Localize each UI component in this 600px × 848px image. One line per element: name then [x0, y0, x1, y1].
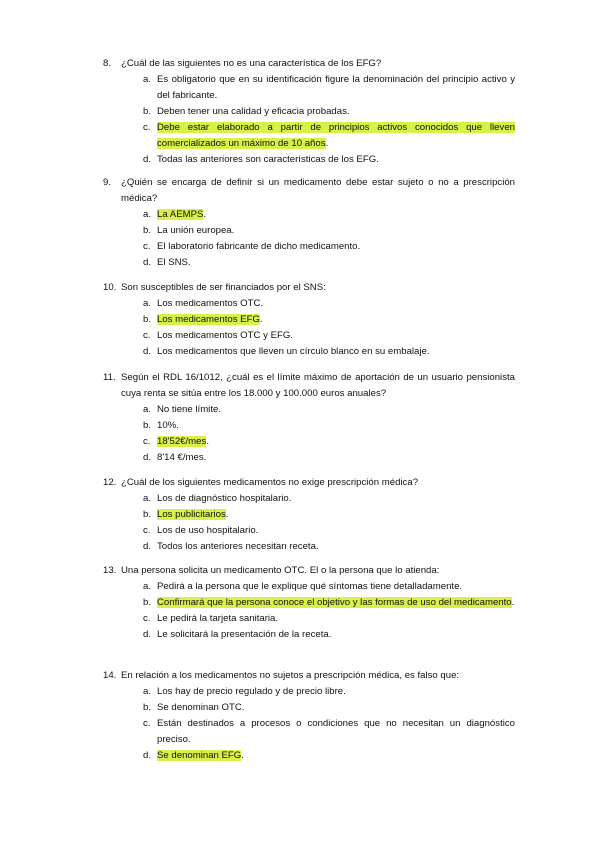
option-letter: d.	[143, 750, 152, 761]
answer-highlight: Se denominan EFG	[157, 750, 242, 761]
option-c	[143, 120, 515, 152]
option-letter: b.	[143, 420, 152, 431]
option-text: 8'14 €/mes.	[157, 452, 207, 463]
question-number: 12.	[103, 477, 117, 488]
option-d	[143, 255, 515, 271]
option-letter: b.	[143, 702, 152, 713]
question-9	[103, 175, 515, 271]
option-letter: c.	[143, 613, 151, 624]
option-c	[143, 523, 515, 539]
option-text: Los de uso hospitalario.	[157, 525, 259, 536]
option-text: Los medicamentos OTC.	[157, 298, 264, 309]
question-text: Una persona solicita un medicamento OTC. El o la persona que lo atienda:	[121, 565, 440, 576]
answer-highlight: La AEMPS	[157, 209, 204, 220]
option-text: El laboratorio fabricante de dicho medicamento.	[157, 241, 361, 252]
option-letter: d.	[143, 629, 152, 640]
question-11	[103, 370, 515, 466]
question-text: En relación a los medicamentos no sujetos a prescripción médica, es falso que:	[121, 670, 460, 681]
option-text: Deben tener una calidad y eficacia probadas.	[157, 106, 350, 117]
option-b	[143, 104, 515, 120]
option-letter: a.	[143, 581, 152, 592]
option-a	[143, 579, 515, 595]
option-text: 10%.	[157, 420, 179, 431]
option-b	[143, 595, 515, 611]
answer-highlight: Los medicamentos EFG	[157, 314, 260, 325]
option-text: Los hay de precio regulado y de precio libre.	[157, 686, 346, 697]
option-text: Los medicamentos que lleven un círculo blanco en su embalaje.	[157, 346, 430, 357]
question-10	[103, 280, 515, 360]
option-a	[143, 684, 515, 700]
option-d	[143, 152, 515, 168]
option-letter: a.	[143, 404, 152, 415]
option-d	[143, 344, 515, 360]
option-letter: d.	[143, 154, 152, 165]
option-letter: c.	[143, 436, 151, 447]
option-letter: c.	[143, 525, 151, 536]
option-a	[143, 207, 515, 223]
answer-highlight: Debe estar elaborado a partir de principios activos conocidos que lleven comercializados un máximo de 10 años	[157, 122, 515, 149]
option-letter: d.	[143, 541, 152, 552]
option-text: Se denominan OTC.	[157, 702, 245, 713]
option-letter: d.	[143, 452, 152, 463]
question-text: ¿Cuál de las siguientes no es una característica de los EFG?	[121, 58, 382, 69]
question-13	[103, 563, 515, 643]
option-text: No tiene límite.	[157, 404, 221, 415]
question-text: Según el RDL 16/1012, ¿cuál es el límite máximo de aportación de un usuario pensionista cuya renta se sitúa entre los 18.000 y 100.000 euros anuales?	[121, 372, 515, 399]
option-a	[143, 296, 515, 312]
option-letter: b.	[143, 314, 152, 325]
option-d	[143, 627, 515, 643]
option-letter: c.	[143, 330, 151, 341]
option-c	[143, 239, 515, 255]
option-text: Debe estar elaborado a partir de principios activos conocidos que lleven comercializados un máximo de 10 años.	[157, 122, 515, 149]
option-text: Los publicitarios.	[157, 509, 229, 520]
option-b	[143, 507, 515, 523]
question-number: 14.	[103, 670, 117, 681]
option-letter: b.	[143, 225, 152, 236]
option-d	[143, 539, 515, 555]
option-b	[143, 312, 515, 328]
question-12	[103, 475, 515, 555]
option-b	[143, 223, 515, 239]
option-d	[143, 748, 515, 764]
option-a	[143, 491, 515, 507]
option-b	[143, 700, 515, 716]
option-text: Los medicamentos EFG.	[157, 314, 263, 325]
option-text: Están destinados a procesos o condiciones que no necesitan un diagnóstico preciso.	[157, 718, 515, 745]
question-number: 10.	[103, 282, 117, 293]
answer-highlight: 18'52€/mes	[157, 436, 207, 447]
option-c	[143, 434, 515, 450]
option-text: Los de diagnóstico hospitalario.	[157, 493, 292, 504]
question-number: 9.	[103, 177, 112, 188]
option-text: Le solicitará la presentación de la receta.	[157, 629, 332, 640]
option-text: Es obligatorio que en su identificación figure la denominación del principio activo y del fabricante.	[157, 74, 515, 101]
option-text: 18'52€/mes.	[157, 436, 209, 447]
option-a	[143, 72, 515, 104]
option-text: La unión europea.	[157, 225, 235, 236]
option-b	[143, 418, 515, 434]
option-letter: c.	[143, 122, 151, 133]
option-d	[143, 450, 515, 466]
answer-highlight: Confirmará que la persona conoce el objetivo y las formas de uso del medicamento	[157, 597, 512, 608]
option-letter: d.	[143, 346, 152, 357]
question-text: Son susceptibles de ser financiados por el SNS:	[121, 282, 326, 293]
option-c	[143, 716, 515, 748]
option-text: Se denominan EFG.	[157, 750, 244, 761]
option-letter: b.	[143, 106, 152, 117]
question-text: ¿Quién se encarga de definir si un medicamento debe estar sujeto o no a prescripción médica?	[121, 177, 515, 204]
option-letter: a.	[143, 74, 152, 85]
option-text: Confirmará que la persona conoce el objetivo y las formas de uso del medicamento.	[157, 597, 515, 608]
answer-highlight: Los publicitarios	[157, 509, 226, 520]
option-text: Todos los anteriores necesitan receta.	[157, 541, 319, 552]
option-a	[143, 402, 515, 418]
option-text: El SNS.	[157, 257, 191, 268]
option-letter: b.	[143, 597, 152, 608]
option-text: La AEMPS.	[157, 209, 207, 220]
option-letter: d.	[143, 257, 152, 268]
option-text: Pedirá a la persona que le explique qué síntomas tiene detalladamente.	[157, 581, 463, 592]
question-14	[103, 668, 515, 764]
option-c	[143, 328, 515, 344]
option-letter: a.	[143, 686, 152, 697]
option-letter: b.	[143, 509, 152, 520]
option-letter: a.	[143, 298, 152, 309]
question-8	[103, 56, 515, 168]
option-text: Todas las anteriores son características de los EFG.	[157, 154, 379, 165]
option-letter: a.	[143, 493, 152, 504]
option-text: Le pedirá la tarjeta sanitaria.	[157, 613, 279, 624]
option-letter: c.	[143, 241, 151, 252]
question-number: 8.	[103, 58, 112, 69]
option-c	[143, 611, 515, 627]
question-number: 13.	[103, 565, 117, 576]
option-letter: a.	[143, 209, 152, 220]
option-text: Los medicamentos OTC y EFG.	[157, 330, 293, 341]
option-letter: c.	[143, 718, 151, 729]
question-text: ¿Cuál de los siguientes medicamentos no exige prescripción médica?	[121, 477, 419, 488]
question-number: 11.	[103, 372, 116, 383]
